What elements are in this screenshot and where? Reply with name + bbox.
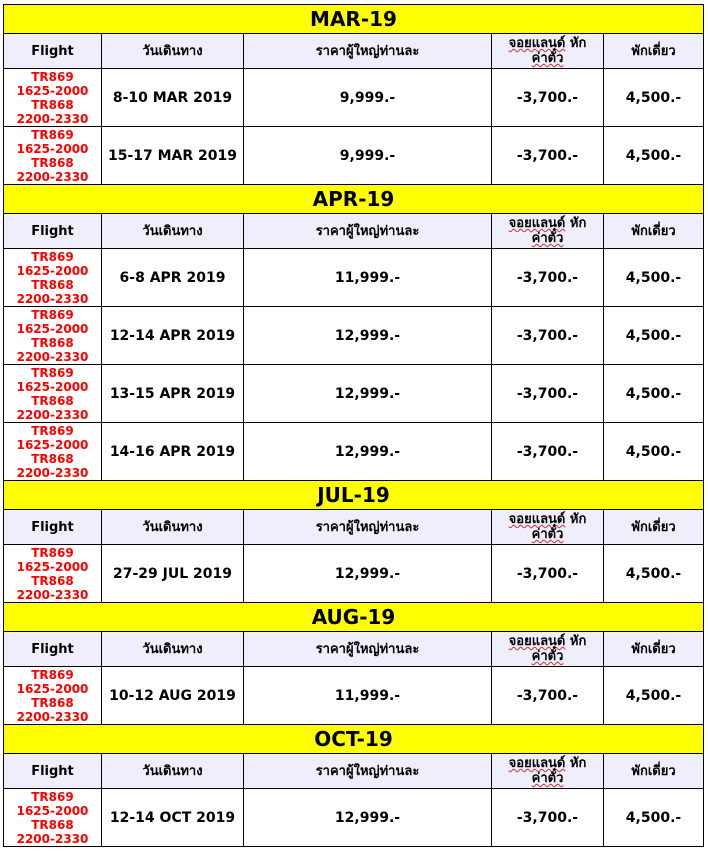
month-title: OCT-19: [4, 725, 704, 754]
flight-cell: [4, 69, 102, 127]
travel-date-cell: 27-29 JUL 2019: [102, 545, 244, 603]
flight-line: TR869: [31, 789, 74, 804]
flight-cell: [4, 249, 102, 307]
joinland-deduct-cell: -3,700.-: [492, 667, 604, 725]
flight-line: TR868: [31, 155, 74, 170]
flight-line: TR868: [31, 393, 74, 408]
month-band-row: [4, 185, 704, 214]
header-single-supplement: พักเดี่ยว: [604, 214, 704, 249]
header-travel-date: วันเดินทาง: [102, 214, 244, 249]
header-travel-date: วันเดินทาง: [102, 34, 244, 69]
table-row: [4, 307, 704, 365]
flight-line: 2200-2330: [16, 709, 89, 724]
flight-cell: [4, 789, 102, 847]
joinland-deduct-cell: -3,700.-: [492, 249, 604, 307]
header-joinland-word: จอยแลนด์: [508, 756, 566, 771]
header-adult-price: ราคาผู้ใหญ่ท่านละ: [244, 34, 492, 69]
flight-line: 2200-2330: [16, 111, 89, 126]
flight-line: TR868: [31, 97, 74, 112]
joinland-deduct-cell: -3,700.-: [492, 789, 604, 847]
table-row: [4, 789, 704, 847]
travel-date-cell: 13-15 APR 2019: [102, 365, 244, 423]
tour-price-table: [3, 4, 704, 847]
travel-date-cell: 10-12 AUG 2019: [102, 667, 244, 725]
header-joinland-word: จอยแลนด์: [508, 634, 566, 649]
adult-price-cell: 12,999.-: [244, 423, 492, 481]
flight-line: TR868: [31, 451, 74, 466]
column-header-row: [4, 214, 704, 249]
header-adult-price: ราคาผู้ใหญ่ท่านละ: [244, 754, 492, 789]
flight-line: TR868: [31, 573, 74, 588]
adult-price-cell: 12,999.-: [244, 545, 492, 603]
header-adult-price: ราคาผู้ใหญ่ท่านละ: [244, 510, 492, 545]
header-joinland-ticket-word: ค่าตั๋ว: [531, 51, 564, 66]
header-joinland-deduct: [492, 510, 604, 545]
header-joinland-ticket-word: ค่าตั๋ว: [531, 231, 564, 246]
flight-line: 1625-2000: [16, 83, 89, 98]
month-title: JUL-19: [4, 481, 704, 510]
table-row: [4, 127, 704, 185]
flight-line: TR868: [31, 335, 74, 350]
header-single-supplement: พักเดี่ยว: [604, 34, 704, 69]
single-supplement-cell: 4,500.-: [604, 127, 704, 185]
flight-line: 2200-2330: [16, 291, 89, 306]
month-title: AUG-19: [4, 603, 704, 632]
header-flight: Flight: [4, 510, 102, 545]
flight-line: 1625-2000: [16, 321, 89, 336]
table-body: [4, 5, 704, 847]
header-single-supplement: พักเดี่ยว: [604, 510, 704, 545]
flight-line: 2200-2330: [16, 831, 89, 846]
travel-date-cell: 8-10 MAR 2019: [102, 69, 244, 127]
flight-line: TR868: [31, 277, 74, 292]
flight-line: TR869: [31, 423, 74, 438]
flight-line: TR869: [31, 307, 74, 322]
header-travel-date: วันเดินทาง: [102, 510, 244, 545]
flight-line: TR869: [31, 127, 74, 142]
single-supplement-cell: 4,500.-: [604, 307, 704, 365]
header-joinland-deduct-word: หัก: [565, 512, 587, 527]
flight-cell: [4, 423, 102, 481]
flight-cell: [4, 365, 102, 423]
table-row: [4, 249, 704, 307]
adult-price-cell: 11,999.-: [244, 249, 492, 307]
month-band-row: [4, 603, 704, 632]
month-title: APR-19: [4, 185, 704, 214]
header-joinland-deduct-word: หัก: [565, 36, 587, 51]
flight-line: 2200-2330: [16, 349, 89, 364]
flight-line: 1625-2000: [16, 559, 89, 574]
header-joinland-deduct: [492, 214, 604, 249]
month-band-row: [4, 481, 704, 510]
flight-line: TR868: [31, 695, 74, 710]
joinland-deduct-cell: -3,700.-: [492, 423, 604, 481]
travel-date-cell: 15-17 MAR 2019: [102, 127, 244, 185]
header-joinland-deduct: [492, 34, 604, 69]
adult-price-cell: 11,999.-: [244, 667, 492, 725]
month-title: MAR-19: [4, 5, 704, 34]
header-single-supplement: พักเดี่ยว: [604, 632, 704, 667]
joinland-deduct-cell: -3,700.-: [492, 127, 604, 185]
flight-line: 2200-2330: [16, 587, 89, 602]
month-band-row: [4, 725, 704, 754]
single-supplement-cell: 4,500.-: [604, 545, 704, 603]
header-joinland-deduct-word: หัก: [565, 216, 587, 231]
header-adult-price: ราคาผู้ใหญ่ท่านละ: [244, 632, 492, 667]
month-band-row: [4, 5, 704, 34]
flight-line: TR869: [31, 69, 74, 84]
flight-cell: [4, 307, 102, 365]
travel-date-cell: 12-14 OCT 2019: [102, 789, 244, 847]
flight-cell: [4, 545, 102, 603]
single-supplement-cell: 4,500.-: [604, 423, 704, 481]
header-joinland-word: จอยแลนด์: [508, 512, 566, 527]
joinland-deduct-cell: -3,700.-: [492, 307, 604, 365]
header-joinland-ticket-word: ค่าตั๋ว: [531, 771, 564, 786]
adult-price-cell: 12,999.-: [244, 789, 492, 847]
flight-line: TR869: [31, 667, 74, 682]
header-flight: Flight: [4, 34, 102, 69]
flight-line: 1625-2000: [16, 803, 89, 818]
single-supplement-cell: 4,500.-: [604, 789, 704, 847]
joinland-deduct-cell: -3,700.-: [492, 545, 604, 603]
header-single-supplement: พักเดี่ยว: [604, 754, 704, 789]
single-supplement-cell: 4,500.-: [604, 69, 704, 127]
header-travel-date: วันเดินทาง: [102, 632, 244, 667]
table-row: [4, 545, 704, 603]
header-travel-date: วันเดินทาง: [102, 754, 244, 789]
column-header-row: [4, 34, 704, 69]
header-joinland-word: จอยแลนด์: [508, 216, 566, 231]
table-row: [4, 423, 704, 481]
single-supplement-cell: 4,500.-: [604, 365, 704, 423]
flight-cell: [4, 127, 102, 185]
adult-price-cell: 9,999.-: [244, 69, 492, 127]
header-joinland-ticket-word: ค่าตั๋ว: [531, 649, 564, 664]
flight-line: 1625-2000: [16, 681, 89, 696]
travel-date-cell: 12-14 APR 2019: [102, 307, 244, 365]
flight-line: 2200-2330: [16, 169, 89, 184]
joinland-deduct-cell: -3,700.-: [492, 365, 604, 423]
single-supplement-cell: 4,500.-: [604, 667, 704, 725]
flight-line: 1625-2000: [16, 263, 89, 278]
flight-cell: [4, 667, 102, 725]
header-flight: Flight: [4, 632, 102, 667]
header-joinland-ticket-word: ค่าตั๋ว: [531, 527, 564, 542]
header-flight: Flight: [4, 754, 102, 789]
header-joinland-deduct-word: หัก: [565, 634, 587, 649]
header-joinland-deduct: [492, 754, 604, 789]
header-flight: Flight: [4, 214, 102, 249]
column-header-row: [4, 632, 704, 667]
header-adult-price: ราคาผู้ใหญ่ท่านละ: [244, 214, 492, 249]
joinland-deduct-cell: -3,700.-: [492, 69, 604, 127]
flight-line: 2200-2330: [16, 407, 89, 422]
header-joinland-deduct: [492, 632, 604, 667]
flight-line: TR869: [31, 249, 74, 264]
flight-line: TR869: [31, 545, 74, 560]
flight-line: TR868: [31, 817, 74, 832]
adult-price-cell: 12,999.-: [244, 365, 492, 423]
flight-line: 1625-2000: [16, 141, 89, 156]
adult-price-cell: 9,999.-: [244, 127, 492, 185]
table-row: [4, 667, 704, 725]
flight-line: 1625-2000: [16, 437, 89, 452]
flight-line: 1625-2000: [16, 379, 89, 394]
flight-line: 2200-2330: [16, 465, 89, 480]
header-joinland-deduct-word: หัก: [565, 756, 587, 771]
header-joinland-word: จอยแลนด์: [508, 36, 566, 51]
table-row: [4, 69, 704, 127]
column-header-row: [4, 510, 704, 545]
column-header-row: [4, 754, 704, 789]
travel-date-cell: 6-8 APR 2019: [102, 249, 244, 307]
flight-line: TR869: [31, 365, 74, 380]
single-supplement-cell: 4,500.-: [604, 249, 704, 307]
table-row: [4, 365, 704, 423]
adult-price-cell: 12,999.-: [244, 307, 492, 365]
travel-date-cell: 14-16 APR 2019: [102, 423, 244, 481]
